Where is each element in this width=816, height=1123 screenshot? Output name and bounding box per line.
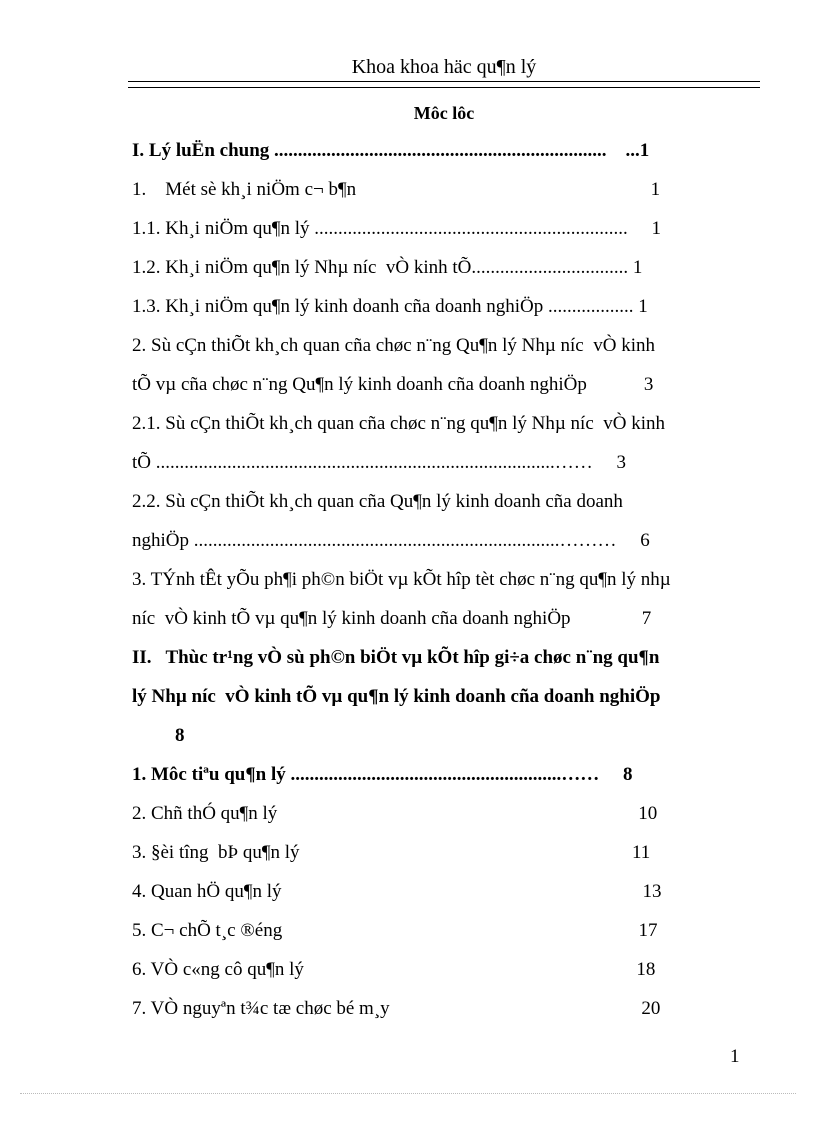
header-divider bbox=[128, 81, 760, 88]
toc-entry-part-2-line-1: II. Thùc tr¹ng vÒ sù ph©n biÖt vµ kÕt hîp gi÷a chøc n¨ng qu¶n bbox=[132, 647, 660, 668]
toc-entry-part-1: I. Lý luËn chung ...................................................................... ...1 bbox=[132, 140, 650, 161]
toc-entry-ii-7: 7. VÒ nguyªn t¾c tæ chøc bé m¸y 20 bbox=[132, 998, 661, 1019]
toc-entry-1-1: 1.1. Kh¸i niÖm qu¶n lý .................................................................. 1 bbox=[132, 218, 661, 239]
toc-entry-1-3: 1.3. Kh¸i niÖm qu¶n lý kinh doanh cña doanh nghiÖp .................. 1 bbox=[132, 296, 648, 317]
page-bottom-divider bbox=[20, 1093, 796, 1094]
toc-title: Môc lôc bbox=[413, 103, 475, 123]
toc-entry-ii-3: 3. §èi tîng bÞ qu¶n lý 11 bbox=[132, 842, 651, 863]
toc-entry-ii-5: 5. C¬ chÕ t¸c ®éng 17 bbox=[132, 920, 658, 941]
toc-entry-2-line-1: 2. Sù cÇn thiÕt kh¸ch quan cña chøc n¨ng Qu¶n lý Nhµ níc vÒ kinh bbox=[132, 335, 655, 356]
page-number: 1 bbox=[730, 1046, 740, 1067]
running-header: Khoa khoa häc qu¶n lý bbox=[351, 56, 537, 78]
toc-entry-ii-2: 2. Chñ thÓ qu¶n lý 10 bbox=[132, 803, 658, 824]
toc-entry-ii-1: 1. Môc tiªu qu¶n lý .........................................................…… 8 bbox=[132, 764, 633, 785]
toc-entry-part-2-line-2: lý Nhµ níc vÒ kinh tÕ vµ qu¶n lý kinh doanh cña doanh nghiÖp bbox=[132, 686, 661, 707]
toc-entry-2-2-line-1: 2.2. Sù cÇn thiÕt kh¸ch quan cña Qu¶n lý kinh doanh cña doanh bbox=[132, 491, 623, 512]
toc-entry-1-2: 1.2. Kh¸i niÖm qu¶n lý Nhµ níc vÒ kinh tÕ................................. 1 bbox=[132, 257, 643, 278]
toc-entry-ii-4: 4. Quan hÖ qu¶n lý 13 bbox=[132, 881, 662, 902]
toc-entry-1: 1. Mét sè kh¸i niÖm c¬ b¶n 1 bbox=[132, 179, 661, 200]
toc-entry-2-2-line-2: nghiÖp .............................................................................……… 6 bbox=[132, 530, 650, 551]
toc-entry-ii-6: 6. VÒ c«ng cô qu¶n lý 18 bbox=[132, 959, 656, 980]
toc-entry-part-2-page: 8 bbox=[175, 725, 185, 746]
toc-entry-2-1-line-1: 2.1. Sù cÇn thiÕt kh¸ch quan cña chøc n¨ng qu¶n lý Nhµ níc vÒ kinh bbox=[132, 413, 666, 434]
toc-entry-3-line-2: níc vÒ kinh tÕ vµ qu¶n lý kinh doanh cña doanh nghiÖp 7 bbox=[132, 608, 652, 629]
toc-entry-3-line-1: 3. TÝnh tÊt yÕu ph¶i ph©n biÖt vµ kÕt hîp tèt chøc n¨ng qu¶n lý nhµ bbox=[132, 569, 671, 590]
toc-entry-2-line-2: tÕ vµ cña chøc n¨ng Qu¶n lý kinh doanh cña doanh nghiÖp 3 bbox=[132, 374, 654, 395]
toc-entry-2-1-line-2: tÕ ....................................................................................…… 3 bbox=[132, 452, 626, 473]
